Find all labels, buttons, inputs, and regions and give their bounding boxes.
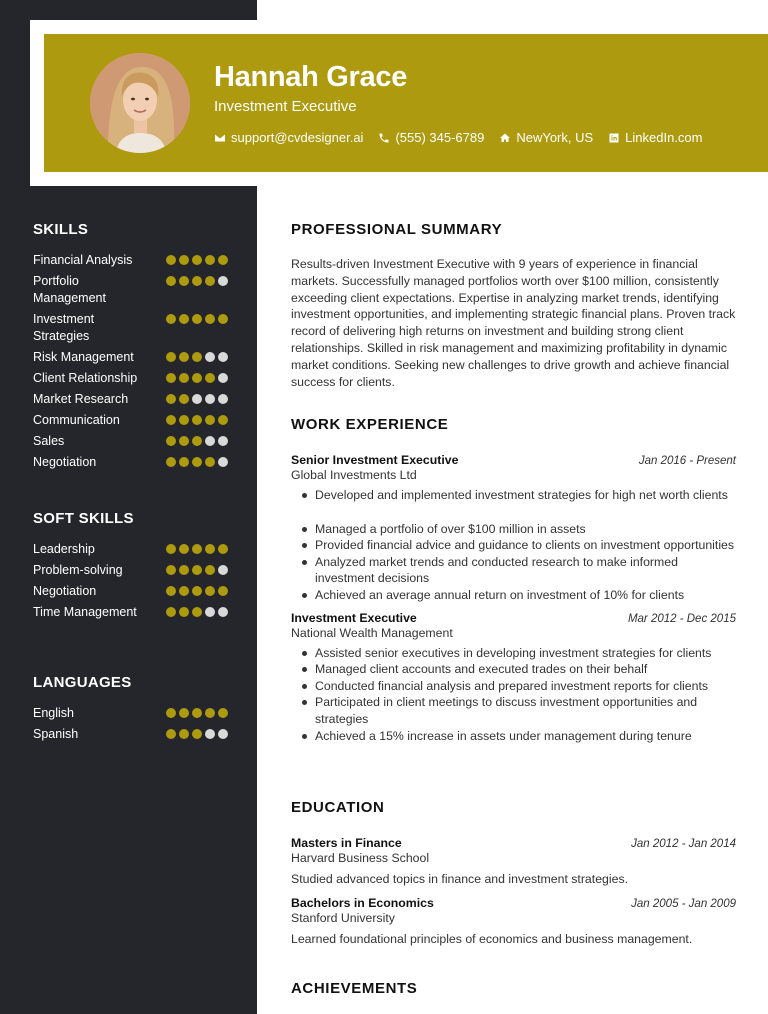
phone-icon	[378, 132, 390, 144]
skill-rating	[163, 604, 228, 617]
phone-text: (555) 345-6789	[395, 130, 485, 145]
list-item: Conducted financial analysis and prepared investment reports for clients	[291, 678, 736, 695]
rating-dot-filled	[205, 314, 215, 324]
summary-section	[291, 221, 736, 390]
rating-dot-filled	[192, 586, 202, 596]
rating-dot-filled	[166, 436, 176, 446]
linkedin-icon	[608, 132, 620, 144]
header-banner	[44, 34, 768, 172]
rating-dot-empty	[218, 352, 228, 362]
list-item: Managed a portfolio of over $100 million in assets	[291, 521, 736, 538]
rating-dot-filled	[179, 415, 189, 425]
degree-description: Studied advanced topics in finance and investment strategies.	[291, 872, 629, 886]
rating-dot-filled	[192, 457, 202, 467]
skill-rating	[163, 349, 228, 362]
rating-dot-filled	[179, 394, 189, 404]
skills-heading: SKILLS	[33, 221, 89, 238]
skill-row	[33, 349, 228, 366]
skill-name: Financial Analysis	[33, 253, 133, 267]
skill-name: Portfolio Management	[33, 274, 106, 305]
contact-phone[interactable]	[378, 130, 484, 145]
linkedin-text: LinkedIn.com	[625, 130, 703, 145]
skill-rating	[163, 562, 228, 575]
education-entry	[291, 836, 736, 888]
list-item: Achieved an average annual return on investment of 10% for clients	[291, 587, 736, 604]
languages-heading: LANGUAGES	[33, 674, 132, 691]
rating-dot-filled	[179, 708, 189, 718]
rating-dot-filled	[166, 729, 176, 739]
skill-row	[33, 311, 228, 345]
rating-dot-filled	[179, 314, 189, 324]
contact-email[interactable]	[214, 130, 363, 145]
candidate-name: Hannah Grace	[214, 61, 408, 93]
profile-photo	[90, 53, 190, 153]
rating-dot-filled	[192, 436, 202, 446]
job-role: Investment Executive	[291, 610, 417, 625]
rating-dot-filled	[166, 276, 176, 286]
skill-name: Problem-solving	[33, 563, 123, 577]
skill-name: Communication	[33, 413, 120, 427]
skill-rating	[163, 412, 228, 425]
list-item: Developed and implemented investment strategies for high net worth clients	[291, 487, 736, 504]
skill-name: Time Management	[33, 605, 137, 619]
skills-section	[33, 221, 228, 471]
rating-dot-empty	[218, 436, 228, 446]
rating-dot-filled	[179, 544, 189, 554]
contact-linkedin[interactable]	[608, 130, 702, 145]
skill-row	[33, 252, 228, 269]
contact-bar	[214, 130, 718, 145]
rating-dot-empty	[218, 276, 228, 286]
rating-dot-filled	[205, 457, 215, 467]
rating-dot-filled	[179, 436, 189, 446]
experience-heading: WORK EXPERIENCE	[291, 416, 449, 433]
skill-rating	[163, 541, 228, 554]
job-bullets	[291, 645, 736, 745]
skill-row	[33, 391, 228, 408]
rating-dot-empty	[218, 373, 228, 383]
rating-dot-filled	[179, 586, 189, 596]
job-company: Global Investments Ltd	[291, 468, 417, 482]
skills-list	[33, 252, 228, 471]
skill-rating	[163, 726, 228, 739]
rating-dot-filled	[192, 255, 202, 265]
rating-dot-filled	[205, 373, 215, 383]
skill-rating	[163, 454, 228, 467]
degree-description: Learned foundational principles of economics and business management.	[291, 931, 693, 946]
skill-rating	[163, 311, 228, 324]
job-dates: Mar 2012 - Dec 2015	[627, 612, 736, 625]
rating-dot-empty	[218, 607, 228, 617]
rating-dot-filled	[179, 457, 189, 467]
skill-name: English	[33, 706, 74, 720]
job-entry	[291, 611, 736, 745]
skill-name: Market Research	[33, 392, 129, 406]
job-entry	[291, 453, 736, 604]
job-bullets	[291, 487, 736, 604]
rating-dot-filled	[179, 276, 189, 286]
list-item: Achieved a 15% increase in assets under management during tenure	[291, 728, 736, 745]
rating-dot-filled	[166, 373, 176, 383]
skill-rating	[163, 370, 228, 383]
rating-dot-filled	[192, 352, 202, 362]
school-name: Stanford University	[291, 910, 395, 925]
rating-dot-filled	[218, 586, 228, 596]
rating-dot-filled	[179, 373, 189, 383]
languages-list	[33, 705, 228, 743]
rating-dot-filled	[205, 708, 215, 718]
skill-row	[33, 433, 228, 450]
rating-dot-filled	[179, 255, 189, 265]
rating-dot-empty	[218, 394, 228, 404]
degree-name: Masters in Finance	[291, 836, 402, 850]
rating-dot-filled	[179, 352, 189, 362]
job-role: Senior Investment Executive	[291, 453, 459, 467]
rating-dot-filled	[166, 314, 176, 324]
candidate-title: Investment Executive	[214, 98, 357, 115]
skill-name: Negotiation	[33, 584, 97, 598]
skill-name: Negotiation	[33, 455, 97, 469]
skill-row	[33, 412, 228, 429]
rating-dot-filled	[192, 314, 202, 324]
rating-dot-empty	[205, 352, 215, 362]
list-item: Provided financial advice and guidance to clients on investment opportunities	[291, 537, 736, 554]
location-text: NewYork, US	[516, 130, 594, 145]
summary-text: Results-driven Investment Executive with 9 years of experience in financial markets. Successfully managed portfolios worth over $100 million, consistently exceeding client expectations. Expertise in analyzing market trends, identifying investment opportunities, and implementing strategic financial plans. Proven track record of delivering high returns on investment and building strong client relationships. Skilled in risk management and maximizing profitability in dynamic market conditions. Seeking new challenges to drive growth and achieve financial success for clients.	[291, 257, 736, 389]
rating-dot-filled	[192, 544, 202, 554]
rating-dot-filled	[166, 457, 176, 467]
list-item: Participated in client meetings to discuss investment opportunities and strategies	[291, 694, 736, 727]
degree-name: Bachelors in Economics	[291, 895, 434, 910]
skill-name: Spanish	[33, 727, 79, 741]
rating-dot-filled	[179, 565, 189, 575]
skill-name: Client Relationship	[33, 371, 138, 385]
rating-dot-filled	[179, 607, 189, 617]
soft-skills-heading: SOFT SKILLS	[33, 510, 134, 527]
skill-row	[33, 726, 228, 743]
rating-dot-filled	[166, 565, 176, 575]
skill-row	[33, 454, 228, 471]
rating-dot-empty	[205, 729, 215, 739]
skill-row	[33, 273, 228, 307]
rating-dot-filled	[179, 729, 189, 739]
rating-dot-filled	[166, 586, 176, 596]
rating-dot-filled	[205, 586, 215, 596]
rating-dot-filled	[218, 708, 228, 718]
rating-dot-filled	[166, 708, 176, 718]
rating-dot-empty	[205, 436, 215, 446]
rating-dot-empty	[218, 457, 228, 467]
rating-dot-filled	[205, 565, 215, 575]
skill-row	[33, 541, 228, 558]
skill-row	[33, 604, 228, 621]
contact-location	[499, 130, 593, 145]
soft-skills-list	[33, 541, 228, 621]
rating-dot-empty	[205, 607, 215, 617]
degree-dates: Jan 2012 - Jan 2014	[631, 838, 736, 850]
skill-row	[33, 370, 228, 387]
skill-name: Investment Strategies	[33, 312, 95, 343]
rating-dot-filled	[218, 255, 228, 265]
rating-dot-filled	[166, 415, 176, 425]
soft-skills-section	[33, 510, 228, 621]
rating-dot-filled	[166, 352, 176, 362]
skill-rating	[163, 391, 228, 404]
achievements-heading: ACHIEVEMENTS	[291, 980, 418, 997]
skill-rating	[163, 433, 228, 446]
rating-dot-filled	[192, 276, 202, 286]
languages-section	[33, 674, 228, 743]
rating-dot-filled	[166, 255, 176, 265]
rating-dot-filled	[166, 544, 176, 554]
skill-name: Sales	[33, 434, 65, 448]
school-name: Harvard Business School	[291, 851, 430, 865]
education-section	[291, 799, 736, 948]
email-text: support@cvdesigner.ai	[231, 130, 364, 145]
job-company: National Wealth Management	[291, 625, 453, 640]
skill-row	[33, 583, 228, 600]
rating-dot-filled	[205, 544, 215, 554]
list-item: Assisted senior executives in developing investment strategies for clients	[291, 645, 736, 662]
rating-dot-filled	[218, 314, 228, 324]
skill-row	[33, 562, 228, 579]
envelope-icon	[214, 132, 226, 144]
rating-dot-filled	[192, 729, 202, 739]
degree-dates: Jan 2005 - Jan 2009	[631, 897, 736, 910]
rating-dot-filled	[218, 415, 228, 425]
skill-rating	[163, 252, 228, 265]
skill-rating	[163, 583, 228, 596]
rating-dot-filled	[166, 394, 176, 404]
rating-dot-empty	[218, 729, 228, 739]
rating-dot-filled	[218, 544, 228, 554]
rating-dot-filled	[205, 415, 215, 425]
rating-dot-filled	[205, 276, 215, 286]
rating-dot-empty	[205, 394, 215, 404]
rating-dot-filled	[192, 415, 202, 425]
list-item: Analyzed market trends and conducted research to make informed investment decisions	[291, 554, 736, 587]
education-entry	[291, 896, 736, 948]
rating-dot-empty	[192, 394, 202, 404]
rating-dot-filled	[192, 373, 202, 383]
rating-dot-empty	[218, 565, 228, 575]
rating-dot-filled	[192, 607, 202, 617]
job-dates: Jan 2016 - Present	[638, 455, 736, 467]
skill-row	[33, 705, 228, 722]
experience-section	[291, 416, 736, 744]
skill-rating	[163, 273, 228, 286]
list-item: Managed client accounts and executed trades on their behalf	[291, 661, 736, 678]
rating-dot-filled	[192, 708, 202, 718]
skill-rating	[163, 705, 228, 718]
skill-name: Risk Management	[33, 350, 134, 364]
rating-dot-filled	[166, 607, 176, 617]
summary-heading: PROFESSIONAL SUMMARY	[291, 221, 503, 238]
education-heading: EDUCATION	[291, 799, 385, 816]
rating-dot-filled	[205, 255, 215, 265]
achievements-section	[291, 980, 736, 997]
header-frame	[30, 20, 768, 186]
skill-name: Leadership	[33, 542, 95, 556]
home-icon	[499, 132, 511, 144]
rating-dot-filled	[192, 565, 202, 575]
